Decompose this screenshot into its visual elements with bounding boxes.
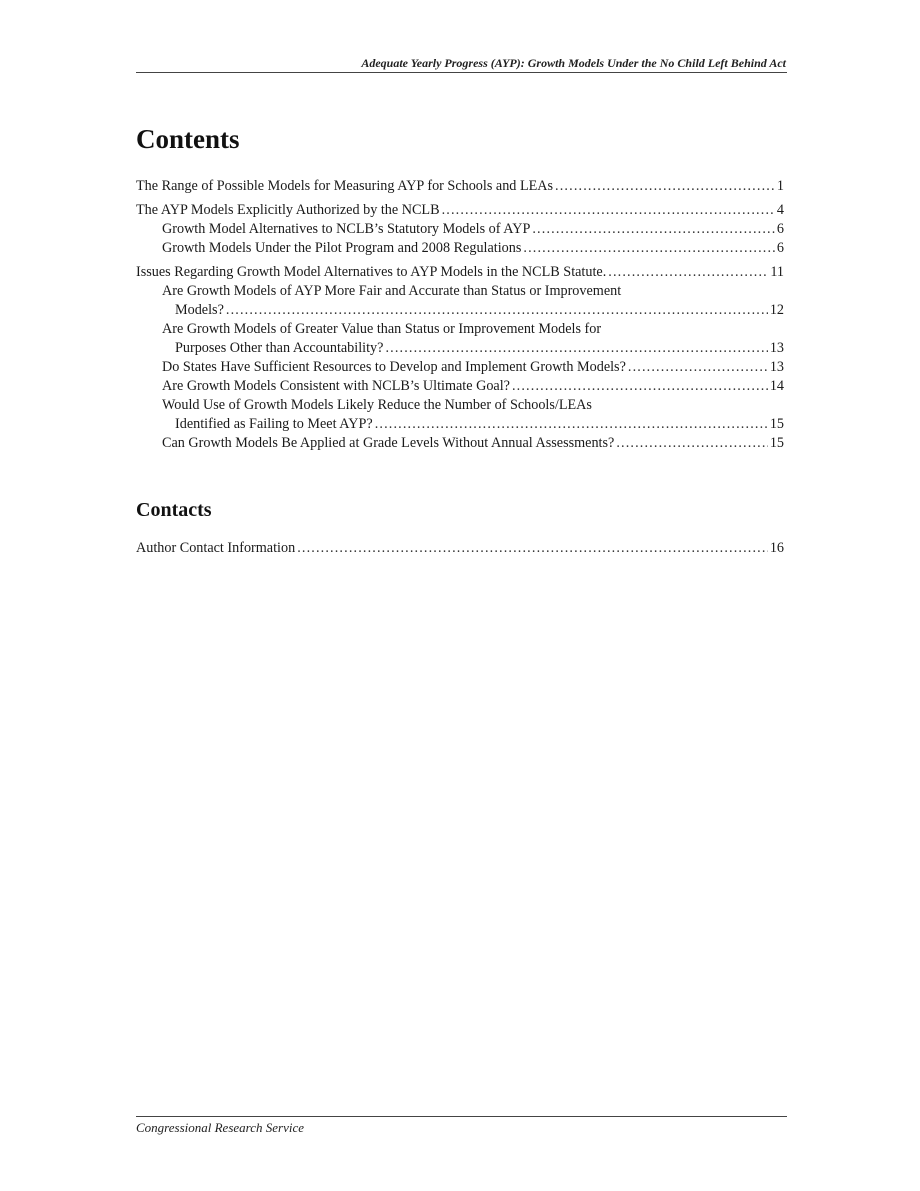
toc-entry-text-continued: Purposes Other than Accountability?	[175, 340, 384, 356]
toc-entry-text: Would Use of Growth Models Likely Reduce the Number of Schools/LEAs	[162, 397, 592, 413]
toc-entry[interactable]	[136, 177, 784, 196]
toc-page-number: 14	[769, 378, 784, 394]
dot-leader	[385, 339, 767, 358]
toc-page-number: 1	[776, 178, 784, 194]
dot-leader	[628, 358, 768, 377]
toc-subentry[interactable]	[162, 434, 784, 453]
dot-leader	[442, 201, 775, 220]
table-of-contents	[136, 177, 784, 453]
dot-leader	[512, 377, 768, 396]
dot-leader	[226, 301, 768, 320]
dot-leader	[523, 239, 775, 258]
toc-page-number: 13	[769, 340, 784, 356]
header-rule	[136, 72, 787, 73]
toc-page-number: 11	[770, 264, 784, 280]
toc-entry-text: Issues Regarding Growth Model Alternatives to AYP Models in the NCLB Statute.	[136, 264, 607, 280]
toc-subentry[interactable]	[162, 358, 784, 377]
toc-entry-text-continued: Models?	[175, 302, 224, 318]
toc-page-number: 4	[776, 202, 784, 218]
toc-entry-text: Are Growth Models of AYP More Fair and Accurate than Status or Improvement	[162, 283, 622, 299]
toc-subentry[interactable]	[162, 220, 784, 239]
toc-page-number: 15	[769, 435, 784, 451]
dot-leader	[608, 263, 768, 282]
footer-rule	[136, 1116, 787, 1117]
dot-leader	[297, 539, 768, 558]
footer-publisher: Congressional Research Service	[136, 1120, 304, 1135]
contacts-heading: Contacts	[136, 499, 212, 521]
toc-entry-text: Are Growth Models Consistent with NCLB’s Ultimate Goal?	[162, 378, 510, 394]
toc-entry-text: Growth Models Under the Pilot Program and 2008 Regulations	[162, 240, 522, 256]
toc-entry[interactable]	[136, 201, 784, 220]
toc-subentry[interactable]	[162, 320, 784, 358]
dot-leader	[375, 415, 768, 434]
contents-heading: Contents	[136, 124, 240, 154]
toc-page-number: 6	[776, 221, 784, 237]
toc-entry-text: Do States Have Sufficient Resources to Develop and Implement Growth Models?	[162, 359, 626, 375]
dot-leader	[555, 177, 775, 196]
dot-leader	[616, 434, 767, 453]
toc-entry-text-continued: Identified as Failing to Meet AYP?	[175, 416, 373, 432]
toc-entry-text: Growth Model Alternatives to NCLB’s Statutory Models of AYP	[162, 221, 531, 237]
toc-subentry[interactable]	[162, 282, 784, 320]
toc-page-number: 16	[769, 540, 784, 556]
contacts-list	[136, 539, 784, 558]
toc-entry[interactable]	[136, 263, 784, 282]
toc-page-number: 6	[776, 240, 784, 256]
dot-leader	[532, 220, 775, 239]
toc-entry-text: Are Growth Models of Greater Value than Status or Improvement Models for	[162, 321, 602, 337]
toc-subentry[interactable]	[162, 239, 784, 258]
toc-entry[interactable]	[136, 539, 784, 558]
toc-entry-text: The Range of Possible Models for Measuring AYP for Schools and LEAs	[136, 178, 554, 194]
toc-entry-text: Author Contact Information	[136, 540, 296, 556]
toc-subentry[interactable]	[162, 396, 784, 434]
toc-entry-text: The AYP Models Explicitly Authorized by the NCLB	[136, 202, 440, 218]
running-header-title: Adequate Yearly Progress (AYP): Growth Models Under the No Child Left Behind Act	[361, 56, 786, 70]
toc-page-number: 15	[769, 416, 784, 432]
toc-page-number: 13	[769, 359, 784, 375]
toc-entry-text: Can Growth Models Be Applied at Grade Levels Without Annual Assessments?	[162, 435, 615, 451]
toc-page-number: 12	[769, 302, 784, 318]
toc-subentry[interactable]	[162, 377, 784, 396]
